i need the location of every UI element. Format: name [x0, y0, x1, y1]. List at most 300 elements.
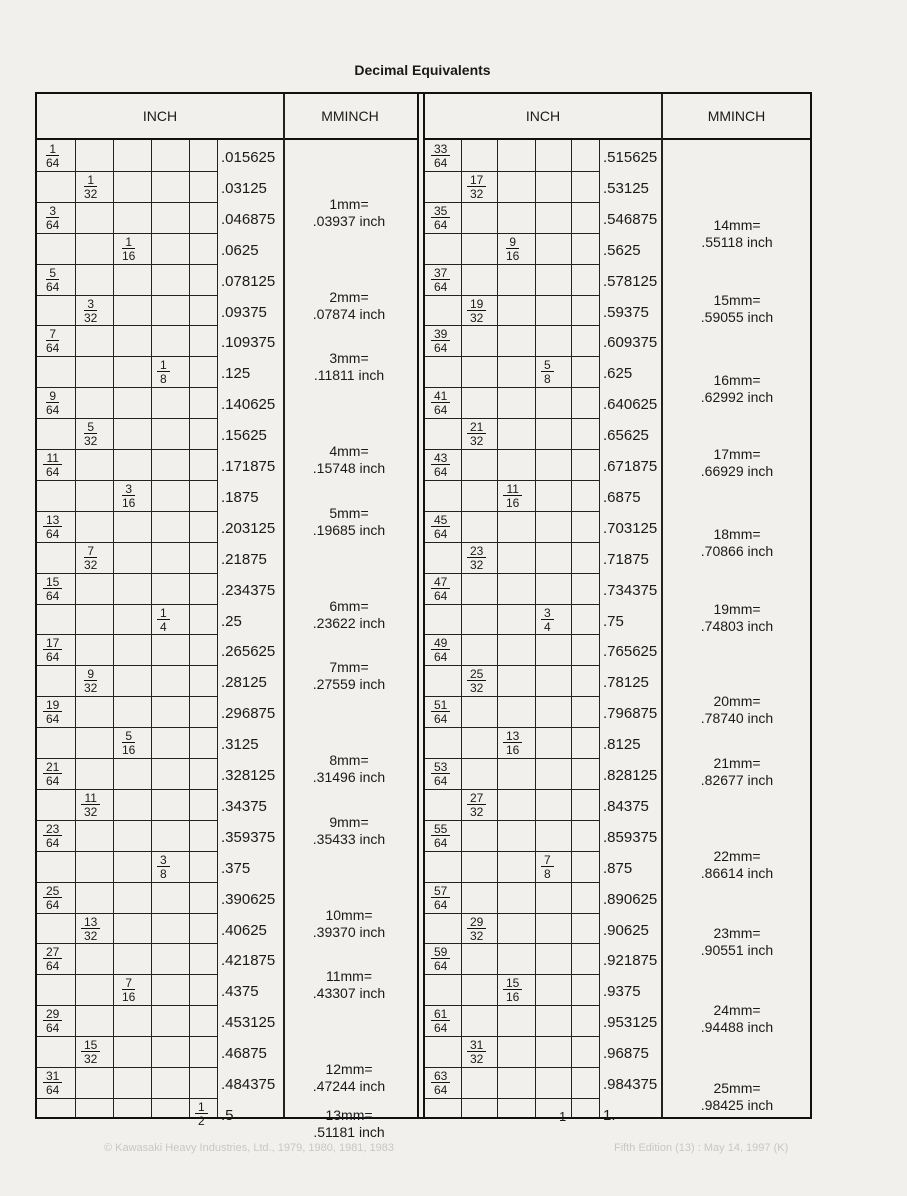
- denominator: 32: [470, 1052, 484, 1067]
- fraction: [467, 421, 486, 447]
- fraction: [157, 359, 170, 385]
- fraction: [467, 916, 486, 942]
- numerator: 25: [43, 885, 62, 898]
- right-row-line: [425, 264, 599, 265]
- right-row-line: [425, 727, 599, 728]
- numerator: 1: [46, 143, 59, 156]
- decimal-value: .6875: [603, 488, 641, 506]
- fraction: [43, 946, 62, 972]
- mm-conversion: [285, 814, 413, 848]
- fraction: [43, 823, 62, 849]
- denominator: 64: [46, 1021, 60, 1036]
- fraction: [431, 205, 450, 231]
- decimal-value: .0625: [221, 241, 259, 259]
- mm-conversion: [663, 755, 811, 789]
- fraction: [431, 452, 450, 478]
- fraction: [431, 637, 450, 663]
- numerator: 5: [84, 421, 97, 434]
- mm-value: 7mm=: [329, 659, 369, 676]
- fraction: [81, 421, 100, 447]
- mm-conversion: [663, 693, 811, 727]
- left-row-line: [37, 913, 217, 914]
- denominator: 32: [470, 310, 484, 325]
- decimal-equivalents-table: [35, 92, 812, 1141]
- denominator: 64: [434, 341, 448, 356]
- right-row-line: [425, 418, 599, 419]
- numerator: 29: [43, 1008, 62, 1021]
- numerator: 5: [541, 359, 554, 372]
- mm-value: 3mm=: [329, 350, 369, 367]
- right-column-line: [497, 140, 498, 1117]
- decimal-value: .125: [221, 365, 251, 383]
- numerator: 55: [431, 823, 450, 836]
- denominator: 64: [434, 897, 448, 912]
- fraction: [431, 267, 450, 293]
- left-row-line: [37, 851, 217, 852]
- denominator: 64: [434, 835, 448, 850]
- inch-equivalent: .51181 inch: [313, 1124, 385, 1141]
- fraction: [119, 483, 138, 509]
- decimal-value: .734375: [603, 581, 658, 599]
- mm-value: 16mm=: [713, 371, 761, 388]
- numerator: 3: [541, 607, 554, 620]
- fraction: [431, 143, 450, 169]
- numerator: 37: [431, 267, 450, 280]
- right-row-line: [425, 604, 599, 605]
- right-row-line: [425, 1036, 599, 1037]
- mm-label: MM: [321, 108, 345, 124]
- fraction: [431, 514, 450, 540]
- denominator: 32: [470, 186, 484, 201]
- mm-conversion: [663, 1080, 811, 1114]
- decimal-value: .4375: [221, 983, 259, 1001]
- inch-equivalent: .62992 inch: [700, 388, 774, 405]
- decimal-value: .625: [603, 365, 633, 383]
- denominator: 32: [84, 928, 98, 943]
- numerator: 23: [467, 545, 486, 558]
- decimal-value: .5: [221, 1106, 234, 1124]
- right-row-line: [425, 665, 599, 666]
- numerator: 5: [122, 730, 135, 743]
- fraction: [431, 885, 450, 911]
- right-row-line: [425, 1098, 599, 1099]
- denominator: 64: [46, 526, 60, 541]
- inch-equivalent: .78740 inch: [700, 710, 774, 727]
- mm-conversion: [285, 289, 413, 323]
- right-row-line: [425, 511, 599, 512]
- numerator: 15: [43, 576, 62, 589]
- left-row-line: [37, 696, 217, 697]
- numerator: 1: [84, 174, 97, 187]
- mm-value: 20mm=: [713, 693, 761, 710]
- edition-footer: Fifth Edition (13) : May 14, 1997 (K): [614, 1142, 789, 1154]
- left-row-line: [37, 943, 217, 944]
- left-row-line: [37, 789, 217, 790]
- inch-equivalent: .94488 inch: [700, 1019, 774, 1036]
- denominator: 64: [434, 217, 448, 232]
- right-row-line: [425, 295, 599, 296]
- left-row-line: [37, 202, 217, 203]
- left-row-line: [37, 449, 217, 450]
- right-row-line: [425, 758, 599, 759]
- inch-equivalent: .74803 inch: [700, 617, 774, 634]
- inch-equivalent: .55118 inch: [701, 234, 773, 251]
- mm-conversion: [285, 505, 413, 539]
- decimal-value: .453125: [221, 1014, 276, 1032]
- numerator: 61: [431, 1008, 450, 1021]
- left-row-line: [37, 542, 217, 543]
- fraction: [431, 946, 450, 972]
- numerator: 17: [43, 637, 62, 650]
- fraction: [467, 174, 486, 200]
- mm-value: 22mm=: [713, 847, 761, 864]
- decimal-value: .359375: [221, 828, 276, 846]
- left-column-line: [151, 140, 152, 1117]
- right-column-line: [461, 140, 462, 1117]
- fraction: [81, 298, 100, 324]
- numerator: 21: [467, 421, 486, 434]
- mm-conversion: [663, 925, 811, 959]
- denominator: 32: [84, 681, 98, 696]
- fraction: [81, 174, 100, 200]
- left-inch-header: INCH: [142, 108, 178, 124]
- table-divider: [417, 94, 425, 1117]
- decimal-value: .890625: [603, 890, 658, 908]
- numerator: 11: [503, 483, 521, 496]
- numerator: 7: [541, 854, 554, 867]
- left-row-line: [37, 727, 217, 728]
- numerator: 3: [122, 483, 135, 496]
- decimal-value: .5625: [603, 241, 641, 259]
- fraction: [431, 1008, 450, 1034]
- decimal-value: .96875: [603, 1045, 649, 1063]
- right-row-line: [425, 573, 599, 574]
- decimal-value: .1875: [221, 488, 259, 506]
- fraction: [431, 328, 450, 354]
- inch-equivalent: .03937 inch: [312, 212, 386, 229]
- fraction: [43, 1008, 62, 1034]
- decimal-value: .609375: [603, 334, 658, 352]
- inch-equivalent: .39370 inch: [312, 923, 386, 940]
- left-column-line: [113, 140, 114, 1117]
- inch-equivalent: .86614 inch: [700, 864, 774, 881]
- numerator: 1: [122, 236, 135, 249]
- numerator: 57: [431, 885, 450, 898]
- decimal-value: .3125: [221, 736, 259, 754]
- inch-equivalent: .82677 inch: [700, 772, 774, 789]
- decimal-value: .40625: [221, 921, 267, 939]
- right-header-row: [425, 94, 812, 140]
- fraction: [541, 607, 554, 633]
- mm-value: 24mm=: [713, 1002, 761, 1019]
- mm-conversion: [285, 752, 413, 786]
- inch-label: INCH: [344, 108, 379, 124]
- denominator: 64: [46, 1083, 60, 1097]
- decimal-value: .484375: [221, 1076, 276, 1093]
- numerator: 1: [195, 1101, 208, 1114]
- right-column-line: [599, 140, 600, 1117]
- numerator: 9: [46, 390, 59, 403]
- mm-value: 1mm=: [329, 195, 369, 212]
- fraction: [43, 761, 62, 787]
- fraction: [43, 205, 62, 231]
- numerator: 27: [467, 792, 486, 805]
- decimal-value: .75: [603, 612, 624, 630]
- fraction: [81, 916, 100, 942]
- inch-equivalent: .90551 inch: [700, 942, 774, 959]
- right-row-line: [425, 913, 599, 914]
- decimal-value: .640625: [603, 396, 658, 414]
- denominator: 32: [470, 557, 484, 572]
- fraction: [43, 390, 62, 416]
- decimal-value: .25: [221, 612, 242, 630]
- denominator: 16: [122, 248, 136, 263]
- mm-conversion: [663, 601, 811, 635]
- inch-equivalent: .35433 inch: [312, 830, 386, 847]
- right-row-line: [425, 480, 599, 481]
- left-header-row: [37, 94, 417, 140]
- fraction: [43, 143, 62, 169]
- fraction: [503, 730, 522, 756]
- right-row-line: [425, 233, 599, 234]
- numerator: 29: [467, 916, 486, 929]
- fraction: [503, 483, 522, 509]
- fraction: [81, 668, 100, 694]
- fraction: [541, 359, 554, 385]
- fraction: [467, 668, 486, 694]
- decimal-value: .515625: [603, 149, 658, 166]
- decimal-value: .8125: [603, 736, 641, 754]
- mm-conversion: [663, 292, 811, 326]
- inch-equivalent: .19685 inch: [312, 521, 386, 538]
- denominator: 8: [160, 866, 167, 881]
- mm-value: 10mm=: [325, 906, 373, 923]
- mm-value: 6mm=: [329, 597, 369, 614]
- numerator: 15: [503, 977, 522, 990]
- decimal-value: .015625: [221, 149, 276, 166]
- right-row-line: [425, 1067, 599, 1068]
- denominator: 16: [506, 248, 520, 263]
- decimal-value: .765625: [603, 643, 658, 661]
- numerator: 7: [84, 545, 97, 558]
- decimal-value: .84375: [603, 797, 649, 815]
- fraction: [467, 298, 486, 324]
- denominator: 64: [46, 279, 60, 294]
- numerator: 35: [431, 205, 450, 218]
- left-row-line: [37, 634, 217, 635]
- left-row-line: [37, 1005, 217, 1006]
- denominator: 64: [46, 712, 60, 727]
- right-row-line: [425, 202, 599, 203]
- mm-value: 11mm=: [325, 968, 373, 985]
- left-row-line: [37, 511, 217, 512]
- numerator: 13: [43, 514, 62, 527]
- fraction: [81, 792, 100, 818]
- fraction: [43, 1070, 62, 1096]
- denominator: 64: [46, 650, 60, 665]
- mm-conversion: [663, 1002, 811, 1036]
- mm-conversion: [285, 659, 413, 693]
- denominator: 64: [434, 403, 448, 418]
- denominator: 64: [46, 217, 60, 232]
- numerator: 53: [431, 761, 450, 774]
- numerator: 17: [467, 174, 486, 187]
- mm-conversion: [663, 526, 811, 560]
- denominator: 64: [46, 959, 60, 974]
- inch-equivalent: .59055 inch: [700, 308, 774, 325]
- decimal-value: .875: [603, 859, 633, 877]
- left-column-line: [75, 140, 76, 1117]
- right-row-line: [425, 387, 599, 388]
- denominator: 64: [434, 465, 448, 479]
- denominator: 16: [506, 990, 520, 1005]
- decimal-value: .203125: [221, 519, 276, 537]
- left-row-line: [37, 233, 217, 234]
- right-row-line: [425, 851, 599, 852]
- copyright-footer: © Kawasaki Heavy Industries, Ltd., 1979, 1980, 1981, 1983: [104, 1142, 395, 1154]
- decimal-value: .546875: [603, 210, 658, 228]
- numerator: 47: [431, 576, 450, 589]
- mm-conversion: [285, 443, 413, 477]
- inch-equivalent: .11811 inch: [313, 367, 385, 384]
- right-row-line: [425, 789, 599, 790]
- decimal-value: .90625: [603, 921, 649, 939]
- whole-number: 1: [559, 1108, 567, 1124]
- fraction: [81, 1039, 100, 1065]
- mm-value: 25mm=: [713, 1079, 761, 1096]
- numerator: 63: [431, 1070, 450, 1083]
- decimal-value: .140625: [221, 396, 276, 414]
- decimal-value: .03125: [221, 179, 267, 197]
- left-row-line: [37, 882, 217, 883]
- right-row-line: [425, 449, 599, 450]
- fraction: [431, 699, 450, 725]
- mm-value: 21mm=: [713, 755, 761, 772]
- decimal-value: .65625: [603, 427, 649, 445]
- decimal-value: .078125: [221, 272, 276, 290]
- inch-equivalent: .15748 inch: [312, 460, 386, 476]
- left-column-line: [189, 140, 190, 1117]
- left-row-line: [37, 295, 217, 296]
- mm-conversion: [663, 372, 811, 406]
- right-inch-header: INCH: [525, 108, 561, 124]
- decimal-value: 1.: [603, 1106, 616, 1124]
- left-mm-header: [283, 94, 417, 138]
- denominator: 16: [506, 743, 520, 758]
- numerator: 7: [46, 328, 59, 341]
- decimal-value: .703125: [603, 519, 658, 537]
- mm-conversion: [285, 1061, 413, 1095]
- mm-conversion: [663, 217, 811, 251]
- mm-value: 12mm=: [325, 1061, 373, 1077]
- right-row-line: [425, 696, 599, 697]
- mm-conversion: [285, 907, 413, 941]
- decimal-value: .234375: [221, 581, 276, 599]
- denominator: 4: [544, 619, 551, 634]
- numerator: 13: [503, 730, 522, 743]
- fraction: [467, 792, 486, 818]
- decimal-value: .46875: [221, 1045, 267, 1063]
- right-row-line: [425, 943, 599, 944]
- right-row-line: [425, 882, 599, 883]
- denominator: 64: [434, 588, 448, 603]
- numerator: 41: [431, 390, 450, 403]
- numerator: 21: [43, 761, 62, 774]
- right-row-line: [425, 974, 599, 975]
- numerator: 3: [84, 298, 97, 311]
- denominator: 32: [84, 434, 98, 449]
- right-row-line: [425, 171, 599, 172]
- mm-value: 5mm=: [329, 504, 369, 521]
- right-row-line: [425, 325, 599, 326]
- numerator: 23: [43, 823, 62, 836]
- fraction: [157, 607, 170, 633]
- numerator: 11: [81, 792, 99, 805]
- denominator: 32: [84, 804, 98, 819]
- fraction: [503, 977, 522, 1003]
- mm-conversion: [285, 350, 413, 384]
- decimal-value: .390625: [221, 890, 276, 908]
- decimal-value: .296875: [221, 705, 276, 723]
- left-row-line: [37, 1067, 217, 1068]
- numerator: 3: [157, 854, 170, 867]
- mm-value: 17mm=: [713, 446, 761, 463]
- right-row-line: [425, 542, 599, 543]
- numerator: 19: [43, 699, 62, 712]
- denominator: 32: [84, 1052, 98, 1067]
- numerator: 11: [43, 452, 61, 465]
- denominator: 4: [160, 619, 167, 634]
- denominator: 8: [544, 866, 551, 881]
- denominator: 32: [470, 804, 484, 819]
- left-row-line: [37, 1098, 217, 1099]
- decimal-value: .59375: [603, 303, 649, 321]
- denominator: 64: [434, 279, 448, 294]
- fraction: [431, 1070, 450, 1096]
- decimal-value: .921875: [603, 952, 658, 970]
- decimal-value: .109375: [221, 334, 276, 352]
- left-row-line: [37, 480, 217, 481]
- denominator: 64: [434, 650, 448, 665]
- fraction: [467, 545, 486, 571]
- denominator: 32: [84, 557, 98, 572]
- denominator: 64: [46, 835, 60, 850]
- numerator: 5: [46, 267, 59, 280]
- left-row-line: [37, 974, 217, 975]
- left-row-line: [37, 820, 217, 821]
- left-row-line: [37, 264, 217, 265]
- denominator: 32: [470, 928, 484, 943]
- inch-equivalent: .47244 inch: [312, 1078, 386, 1094]
- denominator: 16: [506, 495, 520, 510]
- decimal-value: .578125: [603, 272, 658, 290]
- numerator: 33: [431, 143, 450, 156]
- fraction: [467, 1039, 486, 1065]
- numerator: 1: [157, 359, 170, 372]
- inch-label: INCH: [731, 108, 766, 124]
- inch-equivalent: .23622 inch: [312, 614, 386, 631]
- left-row-line: [37, 573, 217, 574]
- right-row-line: [425, 356, 599, 357]
- decimal-value: .78125: [603, 674, 649, 692]
- decimal-value: .328125: [221, 767, 276, 784]
- numerator: 31: [467, 1039, 486, 1052]
- decimal-value: .046875: [221, 210, 276, 228]
- mm-value: 15mm=: [713, 291, 761, 308]
- page-title: Decimal Equivalents: [354, 62, 491, 78]
- numerator: 31: [43, 1070, 62, 1083]
- decimal-value: .984375: [603, 1076, 658, 1093]
